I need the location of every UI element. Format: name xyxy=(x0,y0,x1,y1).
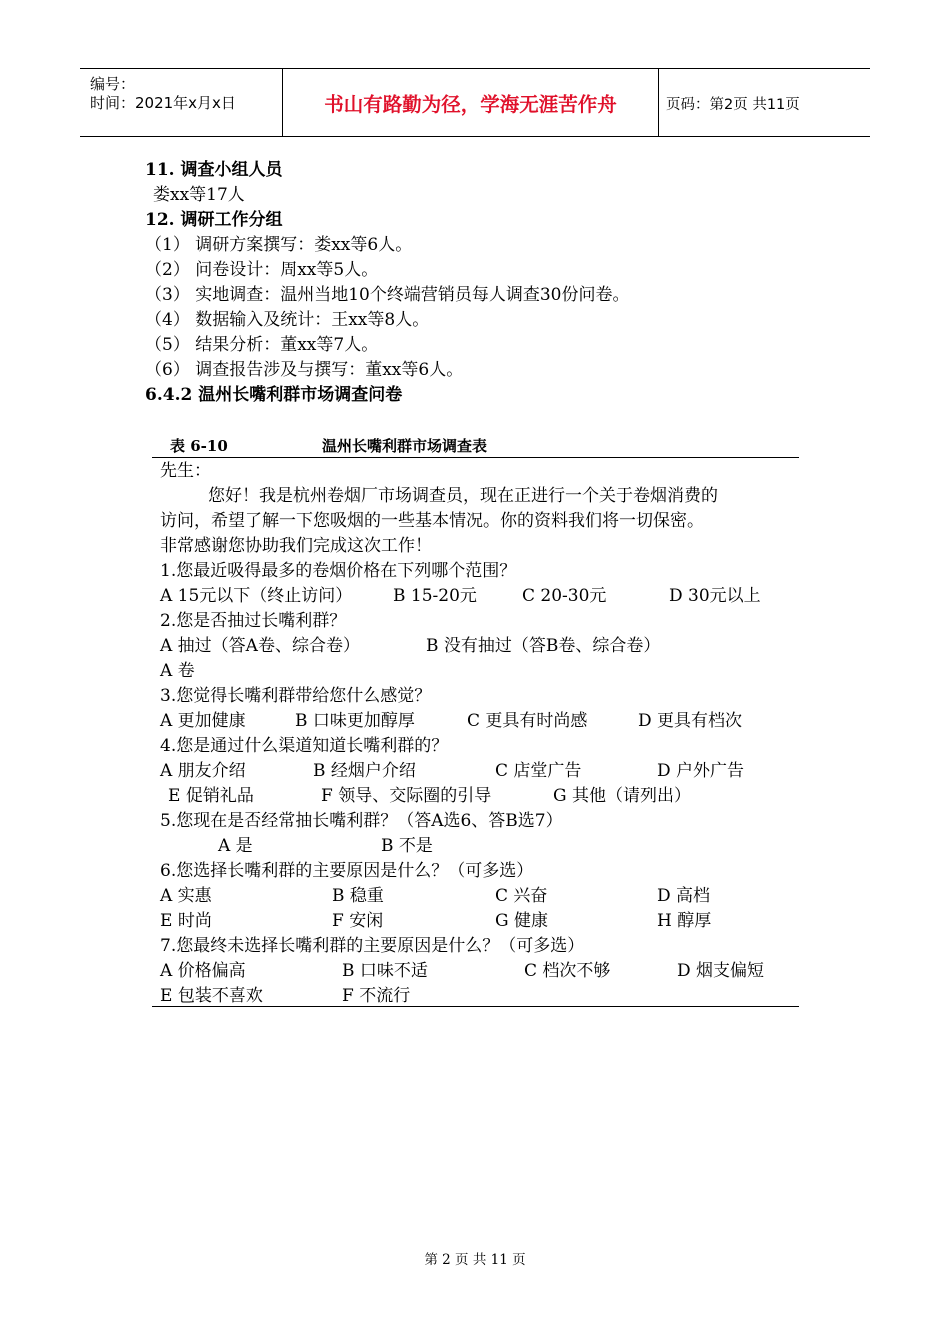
option: D 30元以上 xyxy=(669,586,761,606)
option: B 不是 xyxy=(381,836,433,856)
option: F 安闲 xyxy=(332,911,384,931)
question-6: 6.您选择长嘴利群的主要原因是什么？（可多选） xyxy=(160,861,534,881)
option: A 15元以下（终止访问） xyxy=(160,586,353,606)
work-item: （6） 调查报告涉及与撰写：董xx等6人。 xyxy=(145,360,464,380)
question-7: 7.您最终未选择长嘴利群的主要原因是什么？（可多选） xyxy=(160,936,585,956)
option: G 其他（请列出） xyxy=(553,786,691,806)
option: A 卷 xyxy=(160,661,195,681)
option: D 烟支偏短 xyxy=(677,961,765,981)
time-label: 时间：2021年x月x日 xyxy=(90,94,236,112)
option: B 经烟户介绍 xyxy=(313,761,416,781)
intro-line: 非常感谢您协助我们完成这次工作！ xyxy=(160,536,432,556)
option: A 抽过（答A卷、综合卷） xyxy=(160,636,360,656)
section-12-title: 12. 调研工作分组 xyxy=(145,210,283,230)
header-page-info: 页码：第2页 共11页 xyxy=(666,97,800,113)
header-meta xyxy=(90,75,236,113)
table-caption: 温州长嘴利群市场调查表 xyxy=(322,437,488,455)
page-footer: 第 2 页 共 11 页 xyxy=(424,1252,526,1268)
table-bottom-rule xyxy=(152,1006,799,1007)
header-divider xyxy=(658,69,659,136)
question-2: 2.您是否抽过长嘴利群？ xyxy=(160,611,347,631)
section-642-title: 6.4.2 温州长嘴利群市场调查问卷 xyxy=(145,385,403,405)
number-label: 编号： xyxy=(90,75,136,93)
option: D 更具有档次 xyxy=(638,711,743,731)
work-item: （5） 结果分析：董xx等7人。 xyxy=(145,335,379,355)
work-item: （2） 问卷设计：周xx等5人。 xyxy=(145,260,379,280)
intro-line: 访问，希望了解一下您吸烟的一些基本情况。你的资料我们将一切保密。 xyxy=(160,511,704,531)
question-4: 4.您是通过什么渠道知道长嘴利群的？ xyxy=(160,736,449,756)
table-top-rule xyxy=(152,457,799,458)
option: F 不流行 xyxy=(342,986,411,1006)
option: A 价格偏高 xyxy=(160,961,246,981)
option: C 店堂广告 xyxy=(495,761,582,781)
greeting: 先生： xyxy=(160,461,211,481)
option: G 健康 xyxy=(495,911,548,931)
question-5: 5.您现在是否经常抽长嘴利群？（答A选6、答B选7） xyxy=(160,811,563,831)
option: B 没有抽过（答B卷、综合卷） xyxy=(426,636,661,656)
table-label: 表 6-10 xyxy=(170,437,228,455)
work-item: （3） 实地调查：温州当地10个终端营销员每人调查30份问卷。 xyxy=(145,285,630,305)
option: A 是 xyxy=(218,836,253,856)
option: E 包装不喜欢 xyxy=(160,986,263,1006)
intro-line: 您好！我是杭州卷烟厂市场调查员，现在正进行一个关于卷烟消费的 xyxy=(208,486,718,506)
option: D 高档 xyxy=(657,886,711,906)
work-item: （1） 调研方案撰写：娄xx等6人。 xyxy=(145,235,413,255)
option: C 档次不够 xyxy=(524,961,611,981)
option: C 兴奋 xyxy=(495,886,548,906)
option: C 更具有时尚感 xyxy=(467,711,588,731)
option: H 醇厚 xyxy=(657,911,712,931)
header-motto: 书山有路勤为径，学海无涯苦作舟 xyxy=(324,92,617,116)
question-1: 1.您最近吸得最多的卷烟价格在下列哪个范围？ xyxy=(160,561,517,581)
option: E 促销礼品 xyxy=(168,786,254,806)
option: F 领导、交际圈的引导 xyxy=(321,786,492,806)
document-header xyxy=(80,68,870,137)
option: A 朋友介绍 xyxy=(160,761,246,781)
section-11-members: 娄xx等17人 xyxy=(153,185,245,205)
option: E 时尚 xyxy=(160,911,212,931)
option: A 更加健康 xyxy=(160,711,246,731)
option: D 户外广告 xyxy=(657,761,745,781)
section-11-title: 11. 调查小组人员 xyxy=(145,160,283,180)
option: B 稳重 xyxy=(332,886,384,906)
work-item: （4） 数据输入及统计：王xx等8人。 xyxy=(145,310,430,330)
option: B 15-20元 xyxy=(393,586,477,606)
option: B 口味不适 xyxy=(342,961,428,981)
option: A 实惠 xyxy=(160,886,212,906)
option: B 口味更加醇厚 xyxy=(295,711,415,731)
option: C 20-30元 xyxy=(522,586,607,606)
question-3: 3.您觉得长嘴利群带给您什么感觉？ xyxy=(160,686,432,706)
